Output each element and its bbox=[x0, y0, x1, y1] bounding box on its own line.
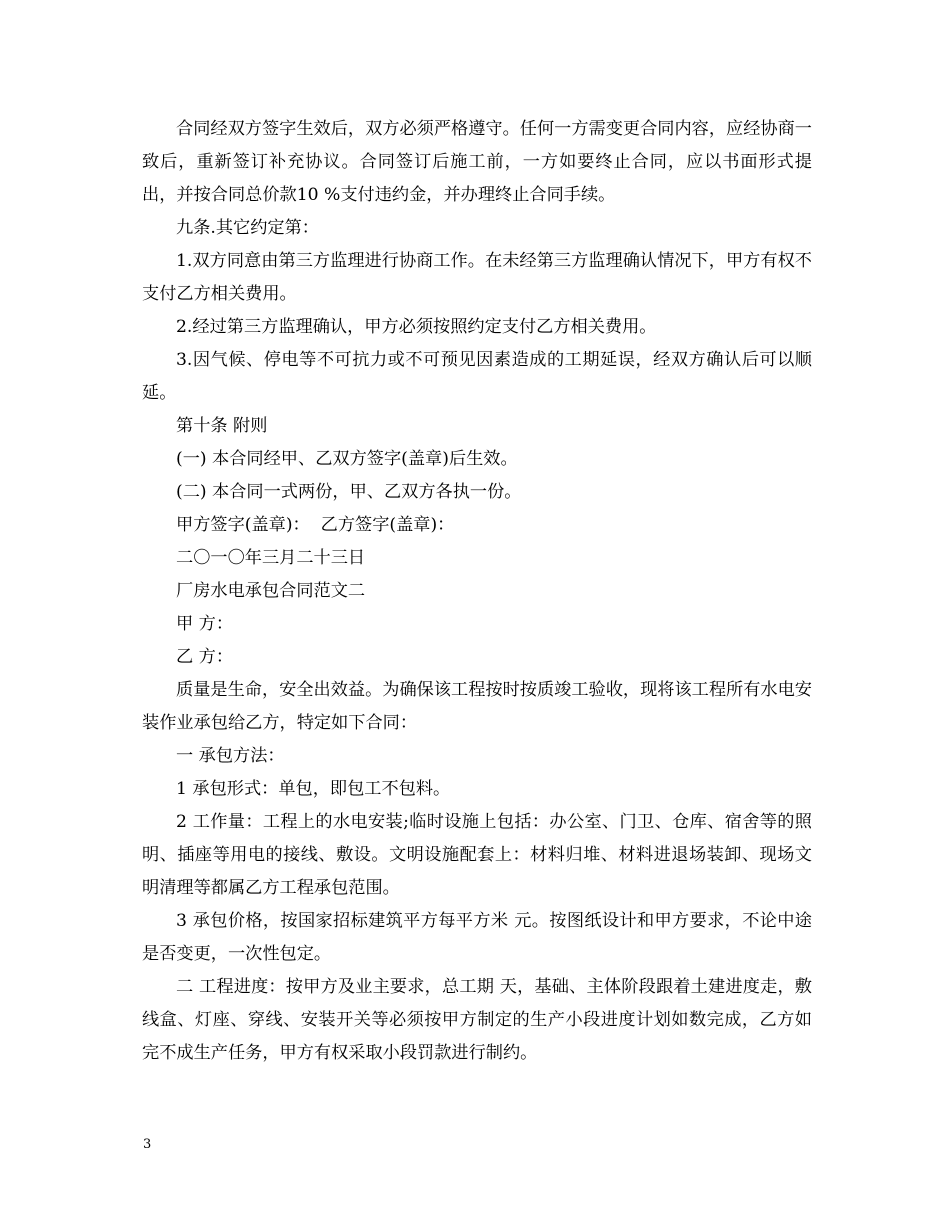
party-b-line: 乙 方： bbox=[176, 647, 234, 667]
paragraph-progress: 二 工程进度：按甲方及业主要求，总工期 天，基础、主体阶段跟着土建进度走，敷线盒、灯座、穿线、安装开关等必须按甲方制定的生产小段进度计划如数完成，乙方如完不成生产任务，甲方有权采取小段罚款进行制约。 bbox=[142, 977, 812, 1063]
paragraph-workload: 2 工作量：工程上的水电安装;临时设施上包括：办公室、门卫、仓库、宿舍等的照明、插座等用电的接线、敷设。文明设施配套上：材料归堆、材料进退场装卸、现场文明清理等都属乙方工程承包范围。 bbox=[142, 812, 812, 898]
page-number: 3 bbox=[143, 1137, 152, 1152]
section-title: 厂房水电承包合同范文二 bbox=[176, 581, 366, 601]
heading-article-ten: 第十条 附则 bbox=[176, 416, 268, 436]
heading-article-nine: 九条.其它约定第： bbox=[176, 218, 319, 238]
paragraph-clause-1: 1.双方同意由第三方监理进行协商工作。在未经第三方监理确认情况下，甲方有权不支付乙方相关费用。 bbox=[142, 251, 812, 304]
paragraph-clause-2: 2.经过第三方监理确认，甲方必须按照约定支付乙方相关费用。 bbox=[176, 317, 657, 337]
signature-line: 甲方签字(盖章)： 乙方签字(盖章)： bbox=[176, 515, 455, 535]
paragraph-appendix-2: (二) 本合同一式两份，甲、乙双方各执一份。 bbox=[176, 482, 522, 502]
paragraph-clause-3: 3.因气候、停电等不可抗力或不可预见因素造成的工期延误，经双方确认后可以顺延。 bbox=[142, 350, 812, 403]
paragraph-contract-amendment: 合同经双方签字生效后，双方必须严格遵守。任何一方需变更合同内容，应经协商一致后，重新签订补充协议。合同签订后施工前，一方如要终止合同，应以书面形式提出，并按合同总价款10 %支付违约金，并办理终止合同手续。 bbox=[142, 119, 812, 205]
paragraph-contract-form: 1 承包形式：单包，即包工不包料。 bbox=[176, 779, 451, 799]
document-body bbox=[142, 113, 812, 1070]
paragraph-intro: 质量是生命，安全出效益。为确保该工程按时按质竣工验收，现将该工程所有水电安装作业承包给乙方，特定如下合同： bbox=[142, 680, 812, 733]
paragraph-appendix-1: (一) 本合同经甲、乙双方签字(盖章)后生效。 bbox=[176, 449, 518, 469]
party-a-line: 甲 方： bbox=[176, 614, 234, 634]
date-line: 二〇一〇年三月二十三日 bbox=[176, 548, 366, 568]
paragraph-price: 3 承包价格，按国家招标建筑平方每平方米 元。按图纸设计和甲方要求，不论中途是否变更，一次性包定。 bbox=[142, 911, 812, 964]
heading-contract-method: 一 承包方法： bbox=[176, 746, 285, 766]
